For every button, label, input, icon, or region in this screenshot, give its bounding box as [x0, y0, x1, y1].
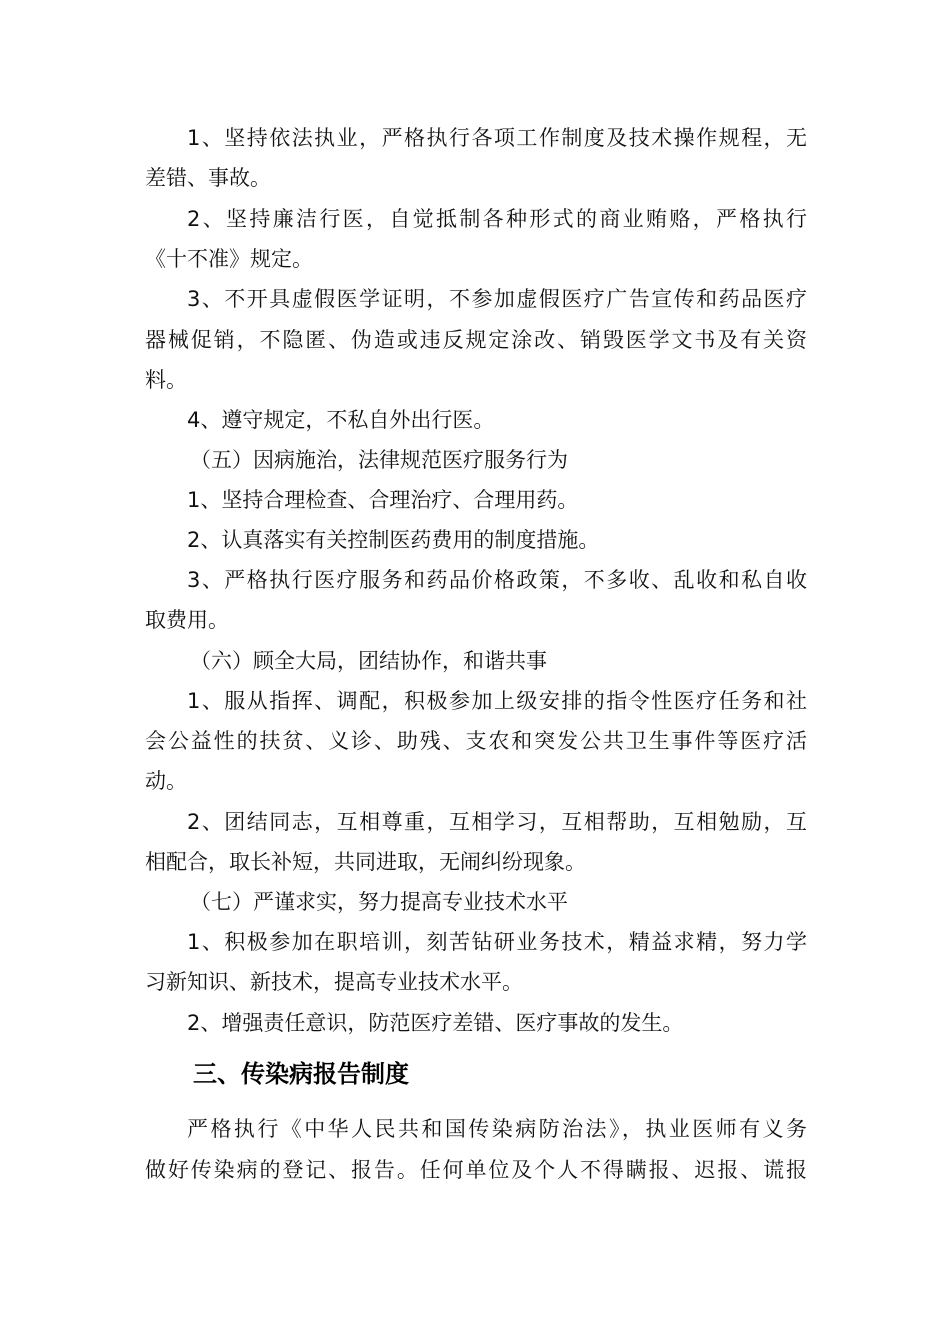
- paragraph-line: 1、坚持合理检查、合理治疗、合理用药。: [187, 488, 579, 512]
- paragraph-line: 3、不开具虚假医学证明，不参加虚假医疗广告宣传和药品医疗: [187, 287, 807, 311]
- paragraph-line: 做好传染病的登记、报告。任何单位及个人不得瞒报、迟报、谎报: [145, 1158, 807, 1182]
- paragraph-line: 1、积极参加在职培训，刻苦钻研业务技术，精益求精，努力学: [187, 930, 807, 954]
- paragraph-line: 相配合，取长补短，共同进取，无闹纠纷现象。: [145, 850, 586, 874]
- paragraph-line: 1、坚持依法执业，严格执行各项工作制度及技术操作规程，无: [187, 126, 807, 150]
- paragraph-line: 《十不准》规定。: [145, 247, 313, 271]
- paragraph-line: 2、增强责任意识，防范医疗差错、医疗事故的发生。: [187, 1011, 684, 1035]
- subsection-heading: （七）严谨求实，努力提高专业技术水平: [190, 890, 568, 914]
- paragraph-line: 料。: [145, 368, 187, 392]
- paragraph-line: 3、严格执行医疗服务和药品价格政策，不多收、乱收和私自收: [187, 568, 807, 592]
- paragraph-line: 2、坚持廉洁行医，自觉抵制各种形式的商业贿赂，严格执行: [187, 207, 807, 231]
- paragraph-line: 2、认真落实有关控制医药费用的制度措施。: [187, 528, 600, 552]
- paragraph-line: 1、服从指挥、调配，积极参加上级安排的指令性医疗任务和社: [187, 689, 807, 713]
- paragraph-line: 差错、事故。: [145, 166, 271, 190]
- paragraph-line: 习新知识、新技术，提高专业技术水平。: [145, 970, 523, 994]
- paragraph-line: 动。: [145, 769, 187, 793]
- subsection-heading: （六）顾全大局，团结协作，和谐共事: [190, 649, 547, 673]
- paragraph-line: 严格执行《中华人民共和国传染病防治法》，执业医师有义务: [187, 1117, 807, 1141]
- paragraph-line: 会公益性的扶贫、义诊、助残、支农和突发公共卫生事件等医疗活: [145, 729, 807, 753]
- section-heading: 三、传染病报告制度: [193, 1060, 409, 1088]
- subsection-heading: （五）因病施治，法律规范医疗服务行为: [190, 448, 568, 472]
- paragraph-line: 4、遵守规定，不私自外出行医。: [187, 408, 495, 432]
- paragraph-line: 器械促销，不隐匿、伪造或违反规定涂改、销毁医学文书及有关资: [145, 328, 807, 352]
- paragraph-line: 2、团结同志，互相尊重，互相学习，互相帮助，互相勉励，互: [187, 810, 807, 834]
- paragraph-line: 取费用。: [145, 608, 229, 632]
